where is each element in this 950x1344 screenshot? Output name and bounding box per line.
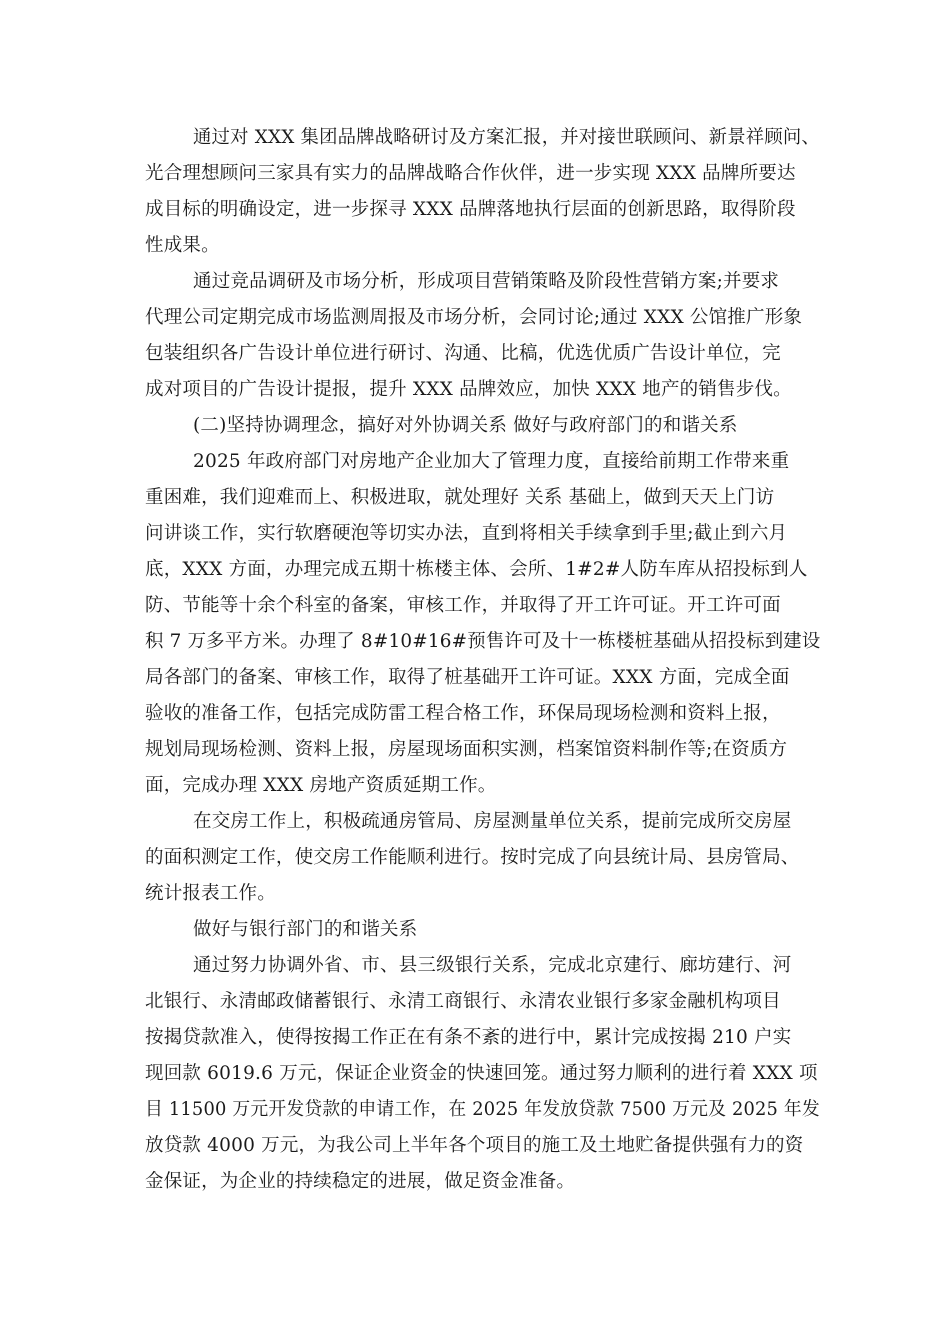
paragraph-5-line-3: 按揭贷款准入，使得按揭工作正在有条不紊的进行中，累计完成按揭 210 户实 [145,1027,792,1048]
section-heading-bank: 做好与银行部门的和谐关系 [193,919,418,940]
paragraph-2-line-4: 成对项目的广告设计提报，提升 XXX 品牌效应，加快 XXX 地产的销售步伐。 [145,379,792,400]
paragraph-3-line-10: 面，完成办理 XXX 房地产资质延期工作。 [145,775,497,796]
section-heading-government: (二)坚持协调理念，搞好对外协调关系 做好与政府部门的和谐关系 [193,415,738,436]
paragraph-1-line-4: 性成果。 [145,235,220,256]
paragraph-3-line-6: 积 7 万多平方米。办理了 8#10#16#预售许可及十一栋楼桩基础从招投标到建设 [145,631,821,652]
paragraph-3-line-8: 验收的准备工作，包括完成防雷工程合格工作，环保局现场检测和资料上报， [145,703,781,724]
paragraph-5-line-7: 金保证，为企业的持续稳定的进展，做足资金准备。 [145,1171,576,1192]
paragraph-1-line-2: 光合理想顾问三家具有实力的品牌战略合作伙伴，进一步实现 XXX 品牌所要达 [145,163,796,184]
paragraph-1-line-3: 成目标的明确设定，进一步探寻 XXX 品牌落地执行层面的创新思路，取得阶段 [145,199,796,220]
paragraph-3-line-9: 规划局现场检测、资料上报，房屋现场面积实测，档案馆资料制作等;在资质方 [145,739,788,760]
paragraph-5-line-5: 目 11500 万元开发贷款的申请工作，在 2025 年发放贷款 7500 万元及 2025 年发 [145,1099,820,1120]
paragraph-3-line-7: 局各部门的备案、审核工作，取得了桩基础开工许可证。XXX 方面，完成全面 [145,667,790,688]
paragraph-5-line-2: 北银行、永清邮政储蓄银行、永清工商银行、永清农业银行多家金融机构项目 [145,991,781,1012]
paragraph-5-line-6: 放贷款 4000 万元，为我公司上半年各个项目的施工及土地贮备提供强有力的资 [145,1135,804,1156]
paragraph-2-line-3: 包装组织各广告设计单位进行研讨、沟通、比稿，优选优质广告设计单位，完 [145,343,781,364]
paragraph-4-line-2: 的面积测定工作，使交房工作能顺利进行。按时完成了向县统计局、县房管局、 [145,847,800,868]
paragraph-2-line-1: 通过竞品调研及市场分析，形成项目营销策略及阶段性营销方案;并要求 [193,271,780,292]
paragraph-3-line-5: 防、节能等十余个科室的备案，审核工作，并取得了开工许可证。开工许可面 [145,595,781,616]
paragraph-3-line-3: 问讲谈工作，实行软磨硬泡等切实办法，直到将相关手续拿到手里;截止到六月 [145,523,788,544]
paragraph-3-line-1: 2025 年政府部门对房地产企业加大了管理力度，直接给前期工作带来重 [193,451,790,472]
paragraph-4-line-1: 在交房工作上，积极疏通房管局、房屋测量单位关系，提前完成所交房屋 [193,811,792,832]
paragraph-5-line-1: 通过努力协调外省、市、县三级银行关系，完成北京建行、廊坊建行、河 [193,955,792,976]
paragraph-1-line-1: 通过对 XXX 集团品牌战略研讨及方案汇报，并对接世联顾问、新景祥顾问、 [193,127,820,148]
paragraph-3-line-2: 重困难，我们迎难而上、积极进取，就处理好 关系 基础上，做到天天上门访 [145,487,775,508]
paragraph-4-line-3: 统计报表工作。 [145,883,276,904]
paragraph-5-line-4: 现回款 6019.6 万元，保证企业资金的快速回笼。通过努力顺利的进行着 XXX 项 [145,1063,818,1084]
paragraph-2-line-2: 代理公司定期完成市场监测周报及市场分析，会同讨论;通过 XXX 公馆推广形象 [145,307,803,328]
paragraph-3-line-4: 底，XXX 方面，办理完成五期十栋楼主体、会所、1#2#人防车库从招投标到人 [145,559,808,580]
